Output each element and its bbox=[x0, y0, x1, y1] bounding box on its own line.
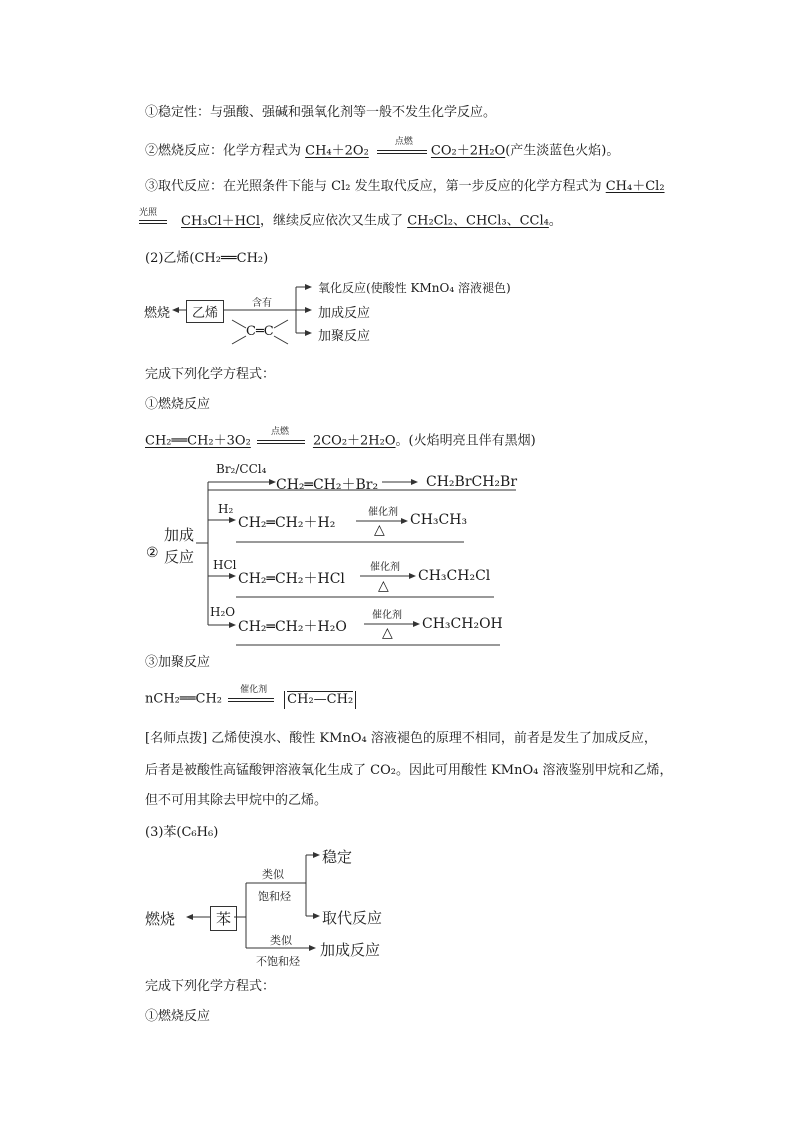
hydrogen-product: CH₃CH₃ bbox=[410, 512, 468, 528]
substitution-products: CH₃Cl＋HCl bbox=[181, 213, 261, 229]
hcl-reagent: HCl bbox=[213, 558, 237, 572]
polymer-reactant: nCH₂══CH₂ bbox=[145, 691, 223, 707]
tip-label: [名师点拨] bbox=[145, 731, 208, 746]
tip-text-3: 但不可用其除去甲烷中的乙烯。 bbox=[145, 793, 328, 808]
stability-line: ①稳定性：与强酸、强碱和强氧化剂等一般不发生化学反应。 bbox=[145, 105, 497, 120]
ethylene-box: 乙烯 bbox=[186, 300, 224, 323]
ethylene-burning-label: ①燃烧反应 bbox=[145, 397, 211, 412]
water-heat: △ bbox=[382, 625, 393, 641]
substitution-mid: ，继续反应依次又生成了 bbox=[260, 213, 408, 229]
tip-text-2: 后者是被酸性高锰酸钾溶液氧化生成了 CO₂。因此可用酸性 KMnO₄ 溶液鉴别甲烷和乙烯， bbox=[145, 763, 673, 778]
cc-bond: C═C bbox=[246, 324, 274, 339]
ethylene-ignite-label: 点燃 bbox=[270, 427, 289, 437]
combustion-prefix: ②燃烧反应：化学方程式为 bbox=[145, 143, 306, 159]
benzene-addition: 加成反应 bbox=[320, 941, 381, 959]
water-product: CH₃CH₂OH bbox=[422, 616, 503, 632]
stable-label: 稳定 bbox=[322, 848, 353, 866]
polymerization-reaction: 加聚反应 bbox=[318, 329, 371, 344]
addition-label-1: 加成 bbox=[164, 526, 195, 544]
benzene-heading: (3)苯(C₆H₆) bbox=[145, 825, 219, 840]
ethylene-combustion-products: 2CO₂＋2H₂O bbox=[312, 433, 396, 449]
contains-label: 含有 bbox=[252, 298, 272, 309]
benzene-substitution: 取代反应 bbox=[322, 909, 383, 927]
similar-label-2: 类似 bbox=[270, 934, 292, 947]
polymer-catalyst: 催化剂 bbox=[240, 685, 268, 695]
substitution-text: ③取代反应：在光照条件下能与 Cl₂ 发生取代反应，第一步反应的化学方程式为 bbox=[145, 179, 606, 194]
unsaturated-label: 不饱和烃 bbox=[256, 955, 300, 968]
chlorinated-products: CH₂Cl₂、CHCl₃、CCl₄ bbox=[407, 213, 549, 229]
hydrogen-catalyst: 催化剂 bbox=[368, 507, 398, 518]
bromine-reagent: Br₂/CCl₄ bbox=[216, 462, 267, 476]
burn-label: 燃烧 bbox=[144, 306, 171, 321]
combustion-reactants: CH₄＋2O₂ bbox=[305, 143, 369, 159]
water-reagent: H₂O bbox=[210, 605, 236, 619]
hcl-product: CH₃CH₂Cl bbox=[418, 568, 491, 584]
addition-label-2: 反应 bbox=[164, 548, 195, 566]
substitution-reactants: CH₄＋Cl₂ bbox=[605, 179, 665, 194]
water-reactants: CH₂═CH₂＋H₂O bbox=[238, 619, 347, 635]
benzene-box: 苯 bbox=[210, 906, 237, 931]
water-catalyst: 催化剂 bbox=[372, 610, 402, 621]
substitution-line-2: 光照 CH₃Cl＋HCl，继续反应依次又生成了 CH₂Cl₂、CHCl₃、CCl₄。 bbox=[145, 212, 562, 231]
bromine-product: CH₂BrCH₂Br bbox=[426, 474, 518, 490]
benzene-burning-label: ①燃烧反应 bbox=[145, 1009, 211, 1024]
hydrogen-heat: △ bbox=[374, 522, 385, 538]
hydrogen-reagent: H₂ bbox=[218, 502, 234, 516]
ethylene-heading: (2)乙烯(CH₂══CH₂) bbox=[145, 251, 269, 266]
ignite-label: 点燃 bbox=[394, 137, 413, 147]
addition-reaction: 加成反应 bbox=[318, 306, 371, 321]
complete-equations-2: 完成下列化学方程式： bbox=[145, 979, 276, 994]
saturated-label: 饱和烃 bbox=[258, 890, 291, 903]
combustion-products: CO₂＋2H₂O bbox=[430, 143, 506, 159]
hcl-catalyst: 催化剂 bbox=[370, 562, 400, 573]
hcl-heat: △ bbox=[378, 578, 389, 594]
ethylene-combustion-note: 。(火焰明亮且伴有黑烟) bbox=[395, 433, 536, 449]
addition-num: ② bbox=[146, 545, 159, 561]
bromine-reactants: CH₂═CH₂＋Br₂ bbox=[276, 477, 379, 493]
oxidation-reaction: 氧化反应(使酸性 KMnO₄ 溶液褪色) bbox=[318, 281, 511, 295]
hydrogen-reactants: CH₂═CH₂＋H₂ bbox=[238, 515, 336, 531]
ethylene-combustion-reactants: CH₂══CH₂＋3O₂ bbox=[145, 433, 251, 449]
polymerization-label: ③加聚反应 bbox=[145, 655, 211, 670]
similar-label-1: 类似 bbox=[262, 868, 284, 881]
benzene-burn-label: 燃烧 bbox=[145, 910, 176, 928]
complete-equations-1: 完成下列化学方程式： bbox=[145, 367, 276, 382]
tip-text-1: 乙烯使溴水、酸性 KMnO₄ 溶液褪色的原理不相同，前者是发生了加成反应， bbox=[207, 731, 657, 746]
polymer-product: CH₂—CH₂ bbox=[284, 691, 356, 709]
hcl-reactants: CH₂═CH₂＋HCl bbox=[238, 571, 345, 587]
combustion-suffix: (产生淡蓝色火焰)。 bbox=[505, 143, 620, 159]
light-label: 光照 bbox=[139, 208, 158, 218]
